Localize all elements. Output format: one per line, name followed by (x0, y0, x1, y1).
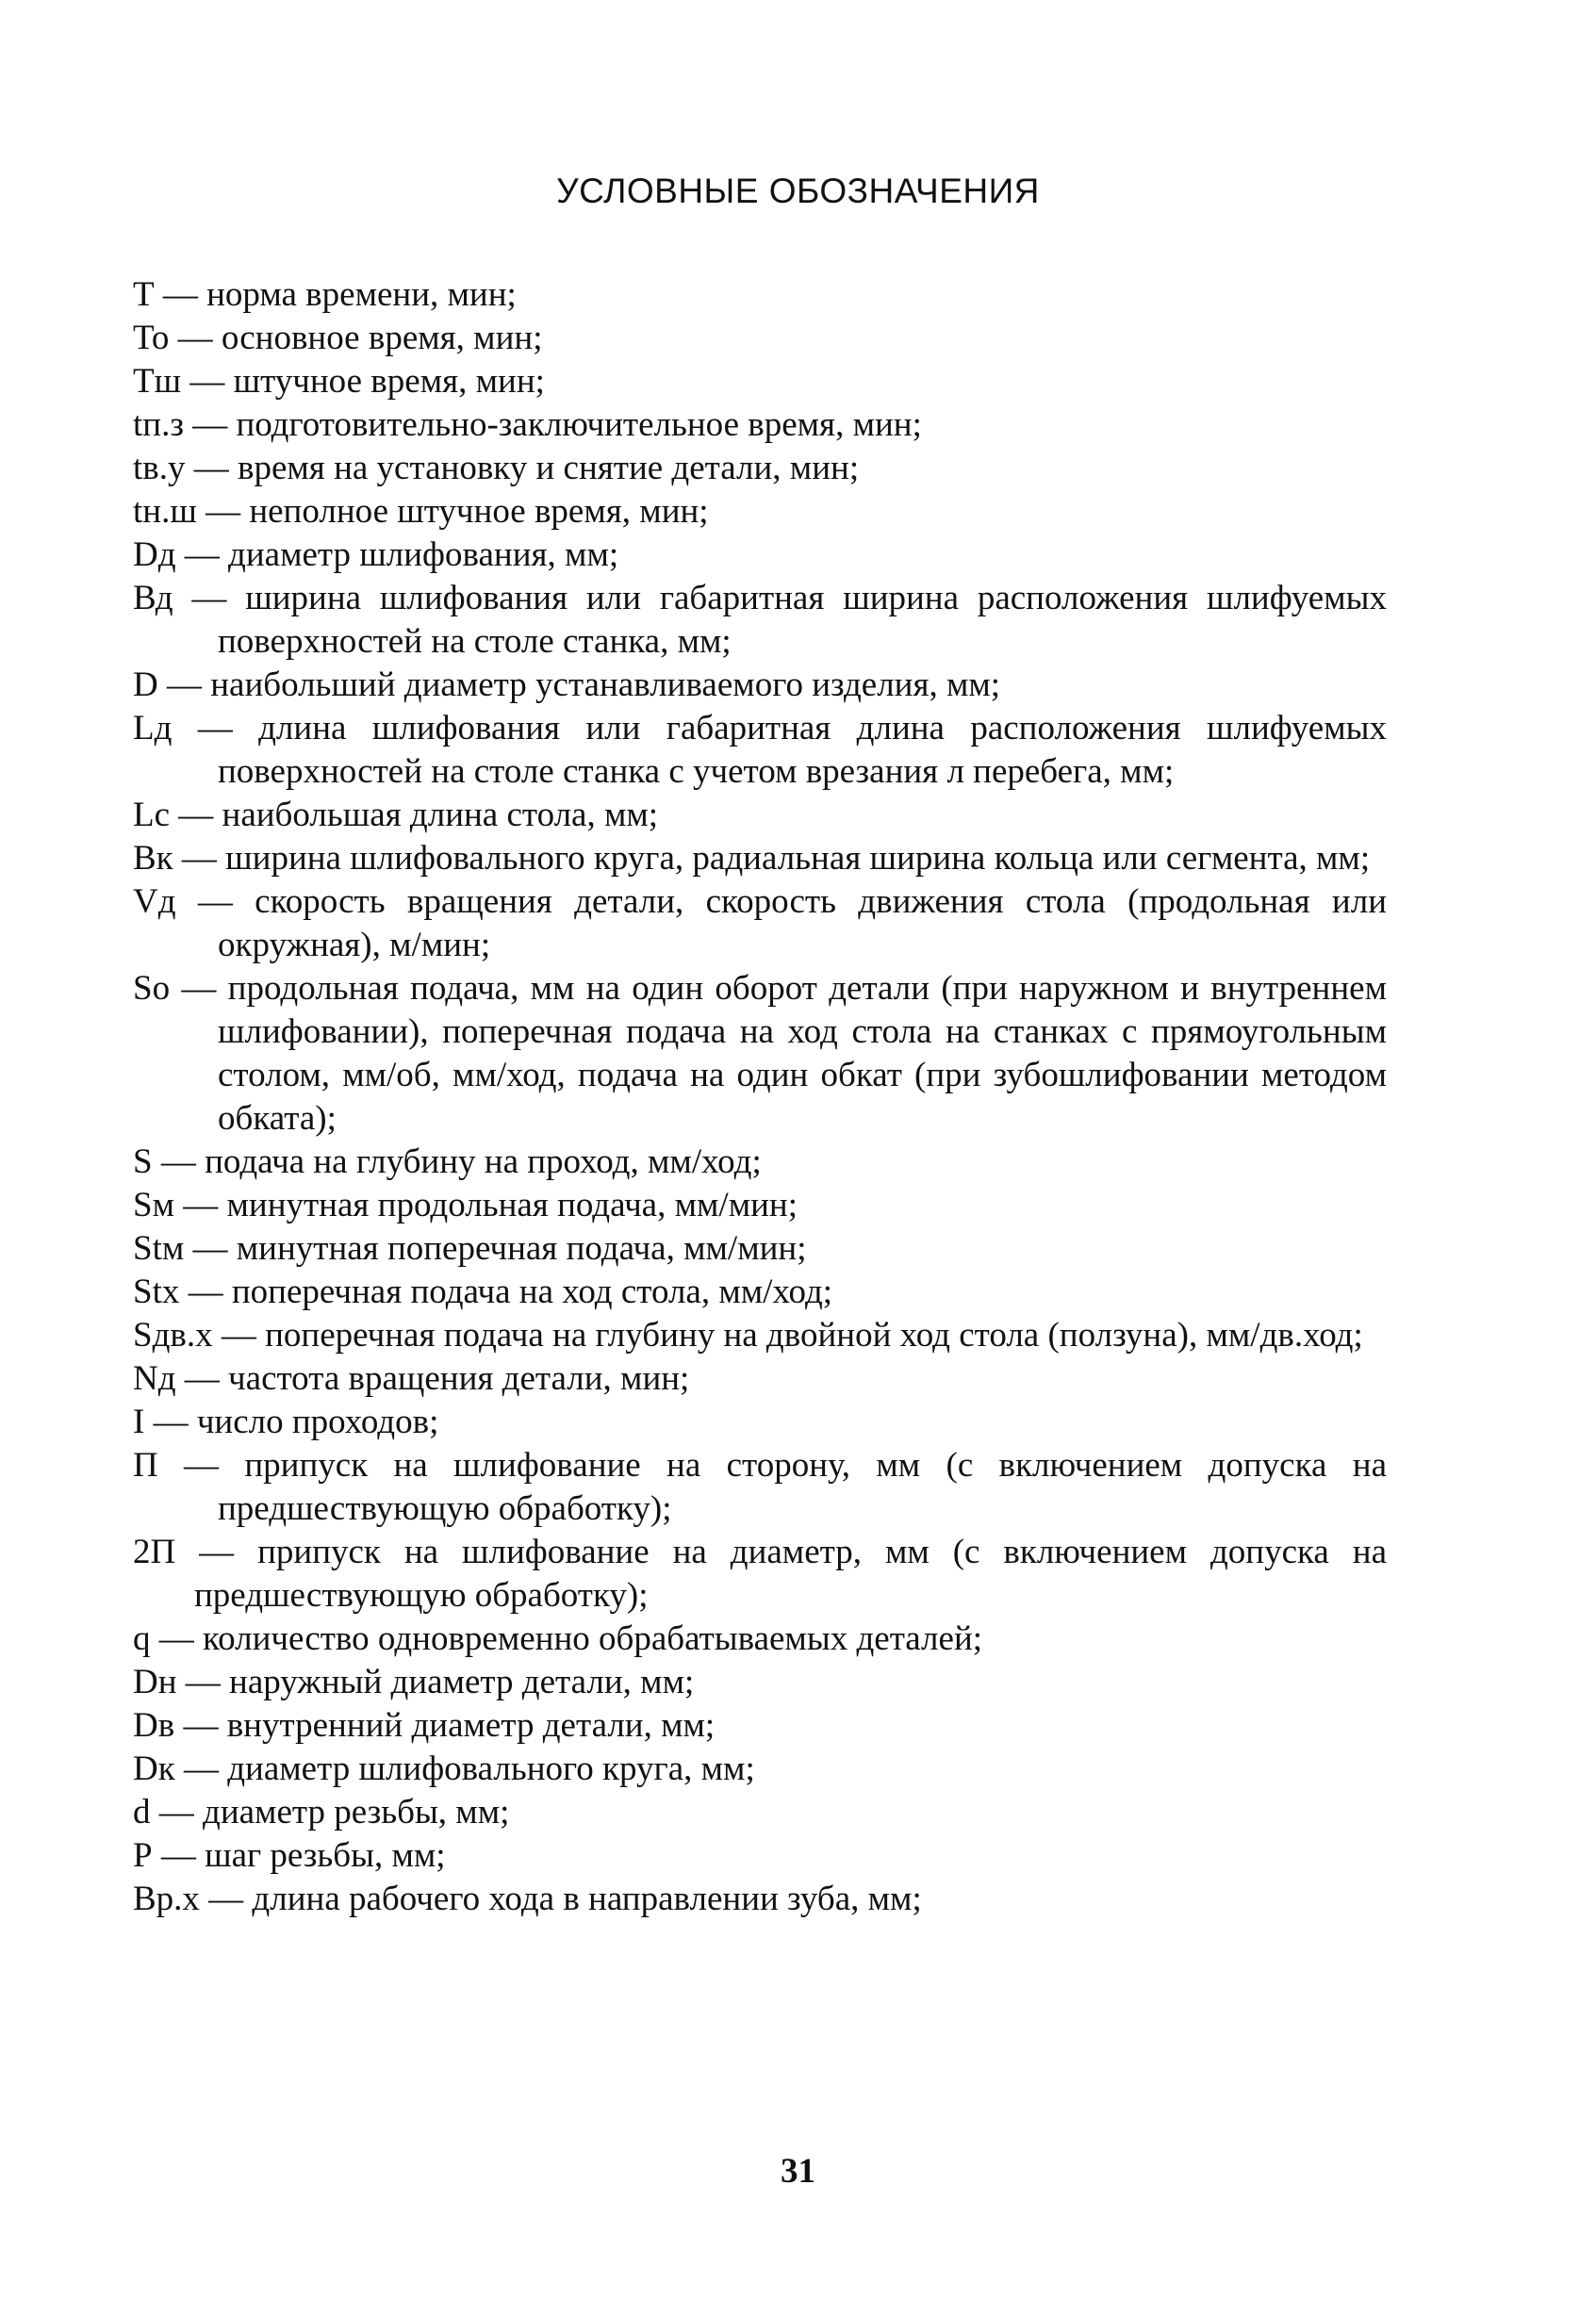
symbol-list (133, 273, 1387, 1921)
symbol-entry: Р — шаг резьбы, мм; (133, 1836, 446, 1875)
symbol-entry: Vд — скорость вращения детали, скорость движения стола (продольная или окружная), м/мин; (133, 882, 1387, 964)
symbol-entry: Sм — минутная продольная подача, мм/мин; (133, 1186, 798, 1224)
symbol-entry: П — припуск на шлифование на сторону, мм (с включением допуска на предшествующую обработку); (133, 1446, 1387, 1528)
symbol-entry: D — наибольший диаметр устанавливаемого изделия, мм; (133, 665, 1001, 704)
symbol-entry: Т — норма времени, мин; (133, 275, 517, 314)
symbol-entry: q — количество одновременно обрабатываемых деталей; (133, 1619, 983, 1658)
symbol-entry: Вр.х — длина рабочего хода в направлении зуба, мм; (133, 1880, 922, 1918)
symbol-entry: Stм — минутная поперечная подача, мм/мин; (133, 1229, 807, 1268)
symbol-entry: Dк — диаметр шлифовального круга, мм; (133, 1749, 755, 1788)
symbol-entry: Вд — ширина шлифования или габаритная ширина расположения шлифуемых поверхностей на столе станка, мм; (133, 579, 1387, 661)
symbol-entry: S — подача на глубину на проход, мм/ход; (133, 1142, 762, 1181)
symbol-entry: tв.у — время на установку и снятие детали, мин; (133, 449, 860, 487)
symbol-entry: Sдв.х — поперечная подача на глубину на двойной ход стола (ползуна), мм/дв.ход; (133, 1316, 1363, 1355)
symbol-entry: Dн — наружный диаметр детали, мм; (133, 1663, 695, 1701)
page-title: УСЛОВНЫЕ ОБОЗНАЧЕНИЯ (556, 172, 1040, 210)
symbol-entry: Stx — поперечная подача на ход стола, мм/ход; (133, 1273, 833, 1311)
symbol-entry: tн.ш — неполное штучное время, мин; (133, 492, 709, 531)
symbol-entry: Nд — частота вращения детали, мин; (133, 1359, 690, 1398)
symbol-entry: Тш — штучное время, мин; (133, 362, 545, 401)
symbol-entry: Dд — диаметр шлифования, мм; (133, 535, 619, 574)
symbol-entry: tп.з — подготовительно-заключительное время, мин; (133, 405, 922, 444)
symbol-entry: I — число проходов; (133, 1403, 439, 1441)
symbol-entry: Вк — ширина шлифовального круга, радиальная ширина кольца или сегмента, мм; (133, 839, 1371, 878)
symbol-entry: 2П — припуск на шлифование на диаметр, мм (с включением допуска на предшествующую обработку); (133, 1533, 1387, 1615)
symbol-entry: So — продольная подача, мм на один оборот детали (при наружном и внутреннем шлифовании), поперечная подача на ход стола на станках с прямоугольным столом, мм/об, мм/ход, подача на один обкат (при зубошлифовании методом обката); (133, 969, 1387, 1138)
symbol-entry: То — основное время, мин; (133, 319, 543, 357)
symbol-entry: d — диаметр резьбы, мм; (133, 1793, 510, 1831)
symbol-entry: Lд — длина шлифования или габаритная длина расположения шлифуемых поверхностей на столе станка с учетом врезания л перебега, мм; (133, 709, 1387, 791)
symbol-entry: Dв — внутренний диаметр детали, мм; (133, 1706, 716, 1745)
symbol-entry: Lc — наибольшая длина стола, мм; (133, 796, 659, 834)
page-number: 31 (781, 2152, 815, 2191)
